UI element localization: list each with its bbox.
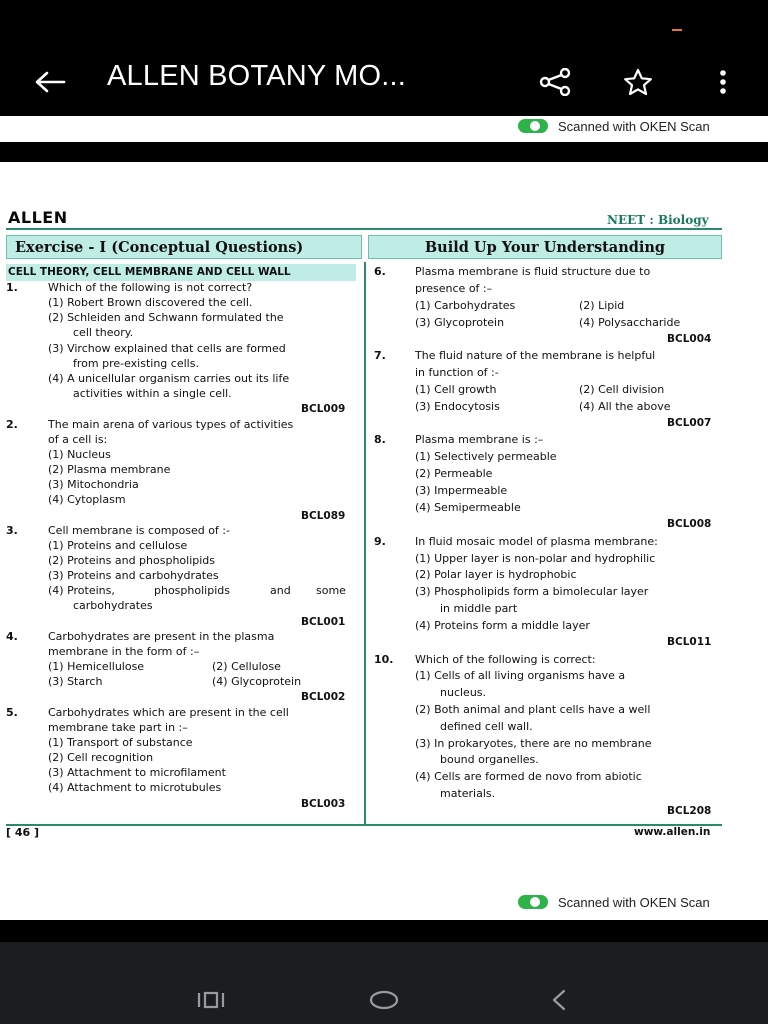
option-text: (1) Upper layer is non-polar and hydrophilic xyxy=(415,552,656,565)
question-text: Plasma membrane is fluid structure due to xyxy=(415,265,651,278)
option-text: (2) Schleiden and Schwann formulated the xyxy=(48,311,284,324)
question-text: Which of the following is correct: xyxy=(415,653,596,666)
share-icon[interactable] xyxy=(535,62,575,102)
question-text: membrane take part in :– xyxy=(48,721,188,734)
question-number: 8. xyxy=(374,433,386,446)
header-rule xyxy=(6,228,722,230)
page-number: [ 46 ] xyxy=(6,826,40,839)
recent-apps-icon[interactable] xyxy=(188,980,234,1020)
option-text: (2) Cellulose xyxy=(212,660,281,673)
question-number: 1. xyxy=(6,281,18,294)
scan-watermark-bottom xyxy=(518,892,710,912)
option-text: (3) Mitochondria xyxy=(48,478,139,491)
question-code: BCL004 xyxy=(667,333,712,345)
option-text: (4) All the above xyxy=(579,400,671,413)
question-number: 2. xyxy=(6,418,18,431)
option-text: some xyxy=(316,584,346,597)
option-text: bound organelles. xyxy=(440,753,539,766)
option-text: (3) Attachment to microfilament xyxy=(48,766,226,779)
option-text: and xyxy=(270,584,291,597)
status-indicator xyxy=(672,29,682,31)
question-text: The main arena of various types of activities xyxy=(48,418,294,431)
option-text: in middle part xyxy=(440,602,518,615)
option-text: (3) Phospholipids form a bimolecular layer xyxy=(415,585,649,598)
option-text: (1) Selectively permeable xyxy=(415,450,557,463)
question-code: BCL089 xyxy=(301,510,346,522)
option-text: (2) Cell recognition xyxy=(48,751,154,764)
section-title: CELL THEORY, CELL MEMBRANE AND CELL WALL xyxy=(6,264,356,281)
option-text: (2) Polar layer is hydrophobic xyxy=(415,568,577,581)
back-icon[interactable] xyxy=(536,980,582,1020)
scan-watermark-top xyxy=(518,116,710,136)
question-number: 9. xyxy=(374,535,386,548)
oken-logo-icon xyxy=(518,119,548,133)
option-text: (4) A unicellular organism carries out its life xyxy=(48,372,290,385)
option-text: (4) Cells are formed de novo from abiotic xyxy=(415,770,642,783)
question-text: of a cell is: xyxy=(48,433,108,446)
option-text: (2) Cell division xyxy=(579,383,665,396)
option-text: (4) Semipermeable xyxy=(415,501,521,514)
question-code: BCL208 xyxy=(667,805,712,817)
option-text: (4) Proteins, xyxy=(48,584,115,597)
question-code: BCL011 xyxy=(667,636,712,648)
question-text: Cell membrane is composed of :- xyxy=(48,524,230,537)
question-text: in function of :- xyxy=(415,366,499,379)
question-text: Carbohydrates are present in the plasma xyxy=(48,630,275,643)
option-text: (1) Transport of substance xyxy=(48,736,193,749)
star-icon[interactable] xyxy=(618,62,658,102)
option-text: carbohydrates xyxy=(73,599,153,612)
question-number: 5. xyxy=(6,706,18,719)
option-text: (1) Cells of all living organisms have a xyxy=(415,669,626,682)
viewer-footer xyxy=(0,920,768,942)
option-text: activities within a single cell. xyxy=(73,387,232,400)
option-text: (4) Glycoprotein xyxy=(212,675,302,688)
question-number: 7. xyxy=(374,349,386,362)
option-text: (4) Polysaccharide xyxy=(579,316,681,329)
scan-watermark-text: Scanned with OKEN Scan xyxy=(558,894,710,910)
question-code: BCL008 xyxy=(667,518,712,530)
build-up-header xyxy=(368,235,722,259)
option-text: (4) Cytoplasm xyxy=(48,493,126,506)
option-text: (2) Lipid xyxy=(579,299,625,312)
option-text: (1) Proteins and cellulose xyxy=(48,539,188,552)
option-text: (3) Impermeable xyxy=(415,484,508,497)
option-text: from pre-existing cells. xyxy=(73,357,199,370)
question-text: membrane in the form of :– xyxy=(48,645,200,658)
option-text: (3) Glycoprotein xyxy=(415,316,505,329)
question-text: In fluid mosaic model of plasma membrane: xyxy=(415,535,658,548)
website-link: www.allen.in xyxy=(634,826,711,838)
question-code: BCL002 xyxy=(301,691,346,703)
option-text: (3) In prokaryotes, there are no membrane xyxy=(415,737,652,750)
question-code: BCL003 xyxy=(301,798,346,810)
exercise-header xyxy=(6,235,362,259)
scan-separator xyxy=(0,142,768,162)
option-text: (1) Carbohydrates xyxy=(415,299,516,312)
question-code: BCL007 xyxy=(667,417,712,429)
question-number: 10. xyxy=(374,653,394,666)
exercise-header-text: Exercise - I (Conceptual Questions) xyxy=(15,238,304,256)
question-code: BCL009 xyxy=(301,403,346,415)
option-text: (3) Virchow explained that cells are formed xyxy=(48,342,286,355)
option-text: (2) Permeable xyxy=(415,467,493,480)
app-bar xyxy=(0,46,768,116)
option-text: (3) Proteins and carbohydrates xyxy=(48,569,219,582)
scan-watermark-text: Scanned with OKEN Scan xyxy=(558,118,710,134)
option-text: (1) Cell growth xyxy=(415,383,497,396)
option-text: (3) Endocytosis xyxy=(415,400,500,413)
question-text: Carbohydrates which are present in the cell xyxy=(48,706,289,719)
build-up-header-text: Build Up Your Understanding xyxy=(424,238,666,256)
question-text: Which of the following is not correct? xyxy=(48,281,253,294)
option-text: materials. xyxy=(440,787,496,800)
subject-label: NEET : Biology xyxy=(607,213,709,227)
more-vertical-icon[interactable] xyxy=(703,62,743,102)
question-text: Plasma membrane is :– xyxy=(415,433,544,446)
option-text: (1) Nucleus xyxy=(48,448,111,461)
option-text: (4) Proteins form a middle layer xyxy=(415,619,590,632)
option-text: (3) Starch xyxy=(48,675,103,688)
option-text: (1) Robert Brown discovered the cell. xyxy=(48,296,253,309)
option-text: (1) Hemicellulose xyxy=(48,660,145,673)
oken-logo-icon xyxy=(518,895,548,909)
question-number: 6. xyxy=(374,265,386,278)
option-text: nucleus. xyxy=(440,686,487,699)
option-text: cell theory. xyxy=(73,326,134,339)
question-text: presence of :– xyxy=(415,282,493,295)
back-arrow-icon[interactable] xyxy=(28,62,72,102)
home-icon[interactable] xyxy=(361,980,407,1020)
system-nav-bar xyxy=(0,942,768,1024)
question-code: BCL001 xyxy=(301,616,346,628)
option-text: (2) Proteins and phospholipids xyxy=(48,554,216,567)
column-divider xyxy=(364,262,366,824)
allen-logo: ALLEN xyxy=(8,208,68,227)
option-text: defined cell wall. xyxy=(440,720,533,733)
option-text: (2) Both animal and plant cells have a well xyxy=(415,703,651,716)
option-text: (4) Attachment to microtubules xyxy=(48,781,222,794)
status-bar xyxy=(0,0,768,46)
footer-rule xyxy=(6,824,722,826)
app-title: ALLEN BOTANY MO... xyxy=(107,60,407,92)
document-page[interactable] xyxy=(0,116,768,920)
question-number: 4. xyxy=(6,630,18,643)
option-text: (2) Plasma membrane xyxy=(48,463,171,476)
question-number: 3. xyxy=(6,524,18,537)
question-text: The fluid nature of the membrane is helpful xyxy=(415,349,656,362)
option-text: phospholipids xyxy=(154,584,230,597)
